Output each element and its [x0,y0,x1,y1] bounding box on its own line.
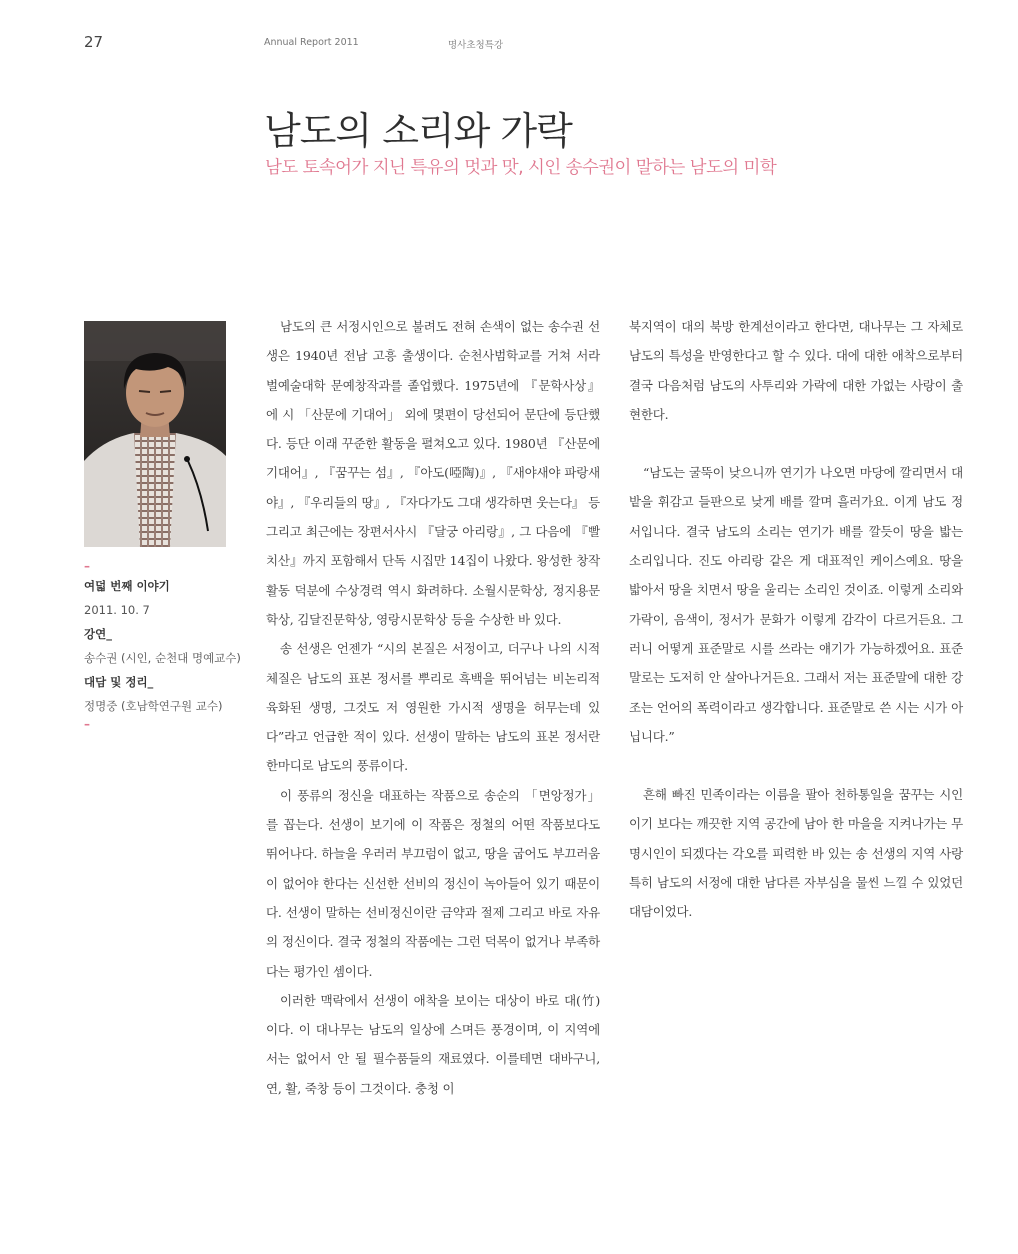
sidebar-dash-top: – [84,559,90,573]
running-header: Annual Report 2011 [264,37,359,48]
body-paragraph: 북지역이 대의 북방 한계선이라고 한다면, 대나무는 그 자체로 남도의 특성을 반영한다고 할 수 있다. 대에 대한 애착으로부터 결국 다음처럼 남도의 사투리와 가락에 대한 가없는 사랑이 출현한다. [629,319,963,422]
quote-paragraph: “남도는 굴뚝이 낮으니까 연기가 나오면 마당에 깔리면서 대밭을 휘감고 들판으로 낮게 배를 깔며 흘러가요. 이게 남도 정서입니다. 결국 남도의 소리는 연기가 배를 깔듯이 땅을 밟는 소리입니다. 진도 아리랑 같은 게 대표적인 케이스예요. 땅을 밟아서 땅을 치면서 땅을 울리는 소리인 것이죠. 이렇게 소리와 가락이, 음색이, 정서가 문화가 이렇게 감각이 다르거든요. 그러니 어떻게 표준말로 시를 쓰라는 얘기가 가능하겠어요. 표준말로는 도저히 안 살아나거든요. 그래서 저는 표준말에 대한 강조는 언어의 폭력이라고 생각합니다. 표준말로 쓴 시는 시가 아닙니다.” [629,465,963,744]
interview-label: 대담 및 정리_ [84,675,154,689]
lecturer-name: 송수권 (시인, 순천대 명예교수) [84,651,241,665]
body-column-2 [629,312,963,927]
article-title: 남도의 소리와 가락 [264,109,572,153]
body-paragraph: 흔해 빠진 민족이라는 이름을 팔아 천하통일을 꿈꾸는 시인이기 보다는 깨끗한 지역 공간에 남아 한 마을을 지켜나가는 무명시인이 되겠다는 각오를 피력한 바 있는 송 선생의 지역 사랑 특히 남도의 서정에 대한 남다른 자부심을 물씬 느낄 수 있었던 대담이었다. [629,787,963,920]
paragraph-gap [629,429,963,458]
body-column-1 [266,312,600,1103]
body-paragraph: 이 풍류의 정신을 대표하는 작품으로 송순의 「면앙정가」를 꼽는다. 선생이 보기에 이 작품은 정철의 어떤 작품보다도 뛰어나다. 하늘을 우러러 부끄럼이 없고, 땅을 굽어도 부끄러움이 없어야 한다는 신선한 선비의 정신이 녹아들어 있기 때문이다. 선생이 말하는 선비정신이란 금약과 절제 그리고 바로 자유의 정신이다. 결국 정철의 작품에는 그런 덕목이 없거나 부족하다는 평가인 셈이다. [266,787,600,979]
body-paragraph: 이러한 맥락에서 선생이 애착을 보이는 대상이 바로 대(竹)이다. 이 대나무는 남도의 일상에 스며든 풍경이며, 이 지역에서는 없어서 안 될 필수품들의 재료였다. 이를테면 대바구니, 연, 활, 죽창 등이 그것이다. 충청 이 [266,992,600,1096]
paragraph-gap [629,751,963,780]
article-subtitle: 남도 토속어가 지닌 특유의 멋과 맛, 시인 송수권이 말하는 남도의 미학 [265,158,777,178]
interviewer-name: 정명중 (호남학연구원 교수) [84,699,223,713]
sidebar-dash-bottom: – [84,717,90,731]
running-section: 명사초청특강 [448,40,504,51]
episode-label: 여덟 번째 이야기 [84,579,170,593]
lecture-info [84,560,254,732]
page-number: 27 [84,33,104,51]
lecture-label: 강연_ [84,627,112,641]
lecture-date: 2011. 10. 7 [84,603,150,617]
body-paragraph: 남도의 큰 서정시인으로 불려도 전혀 손색이 없는 송수권 선생은 1940년 전남 고흥 출생이다. 순천사범학교를 거쳐 서라벌예술대학 문예창작과를 졸업했다. 1975년에 『문학사상』에 시 「산문에 기대어」 외에 몇편이 당선되어 문단에 등단했다. 등단 이래 꾸준한 활동을 펼쳐오고 있다. 1980년 『산문에 기대어』, 『꿈꾸는 섬』, 『아도(啞陶)』, 『새야새야 파랑새야』, 『우리들의 땅』, 『자다가도 그대 생각하면 웃는다』 등 그리고 최근에는 장편서사시 『달궁 아리랑』, 그 다음에 『빨치산』까지 포함해서 단독 시집만 14집이 나왔다. 왕성한 창작활동 덕분에 수상경력 역시 화려하다. 소월시문학상, 정지용문학상, 김달진문학상, 영랑시문학상 등을 수상한 바 있다. [266,319,600,627]
body-paragraph: 송 선생은 언젠가 “시의 본질은 서정이고, 더구나 나의 시적 체질은 남도의 표본 정서를 뿌리로 흑백을 뛰어넘는 비논리적 육화된 생명, 그것도 저 영원한 가시적 생명을 허무는데 있다”라고 언급한 적이 있다. 선생이 말하는 남도의 표본 정서란 한마디로 남도의 풍류이다. [266,641,600,774]
speaker-photo [84,321,226,547]
